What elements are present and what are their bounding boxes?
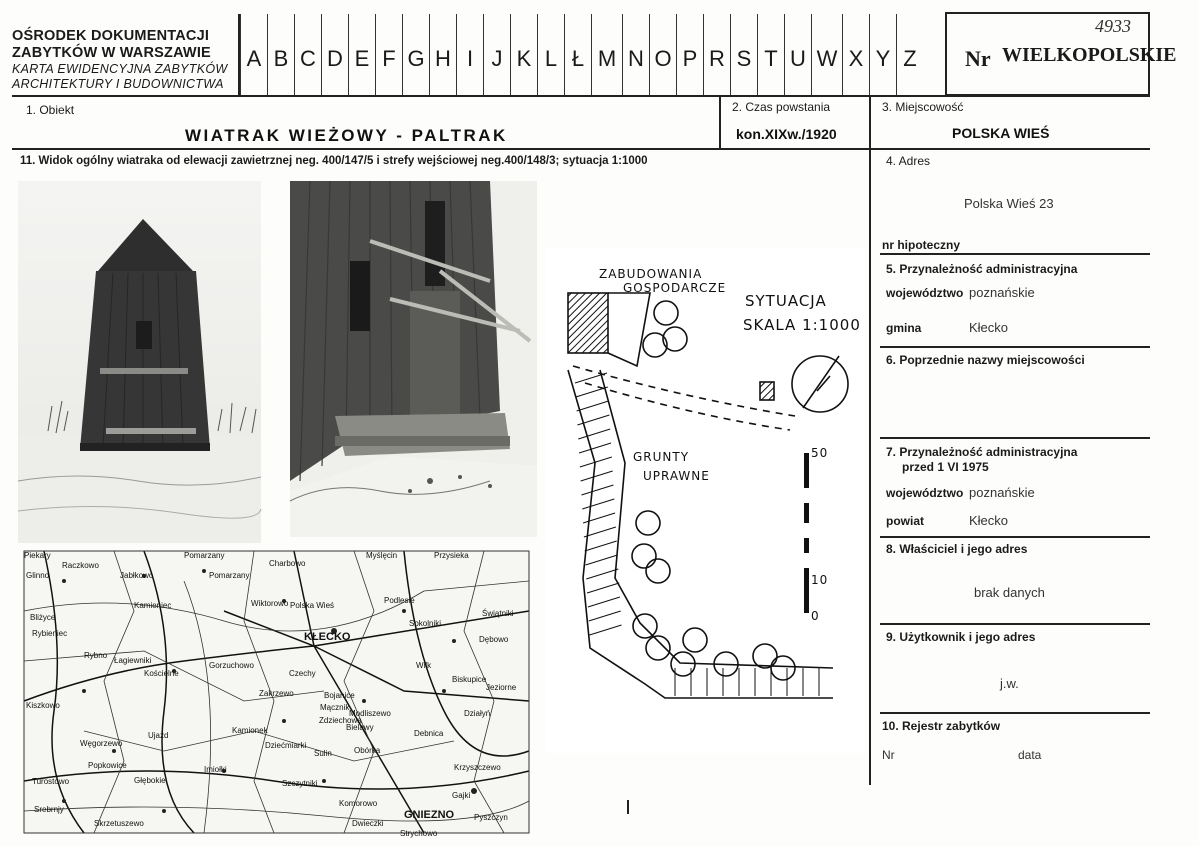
voivodeship-before-label: województwo — [886, 486, 964, 500]
map-place-label: Bielawy — [346, 723, 374, 732]
divider — [12, 148, 1150, 150]
map-place-label: Wiktorowo — [251, 599, 289, 608]
divider — [880, 712, 1150, 714]
map-place-label: Pomarzany — [209, 571, 250, 580]
situation-label-1: SYTUACJA — [745, 292, 827, 310]
voivodeship-value: poznańskie — [969, 285, 1035, 300]
voivodeship-label: województwo — [886, 286, 964, 300]
map-place-label: Wilk — [416, 661, 432, 670]
index-letter: K — [510, 14, 537, 96]
map-place-label: Ujazd — [148, 731, 169, 740]
address-value: Polska Wieś 23 — [964, 196, 1054, 211]
divider — [719, 95, 721, 148]
institution-line-1: OŚRODEK DOKUMENTACJI — [12, 28, 210, 44]
fields-label-2: UPRAWNE — [643, 469, 710, 483]
map-place-label: GNIEZNO — [404, 809, 455, 821]
index-letter: P — [676, 14, 703, 96]
photo-windmill-entrance — [290, 181, 537, 537]
creation-date-value: kon.XIXw./1920 — [736, 126, 837, 142]
situation-plan — [545, 248, 865, 753]
index-letter: R — [703, 14, 730, 96]
map-place-label: Pyszczyn — [474, 813, 508, 822]
photo-caption: 11. Widok ogólny wiatraka od elewacji zawietrznej neg. 400/147/5 i strefy wejściowej neg.400/148/3; sytuacja 1:1000 — [20, 155, 648, 167]
scale-bottom-label: 0 — [811, 609, 820, 623]
map-place-label: Węgorzewo — [80, 739, 123, 748]
map-place-label: Dwieczki — [352, 819, 384, 828]
object-label: 1. Obiekt — [26, 103, 75, 117]
register-label: 10. Rejestr zabytków — [882, 719, 1001, 733]
user-value: j.w. — [1000, 676, 1019, 691]
index-letter: J — [483, 14, 510, 96]
windmill-general-image — [18, 181, 261, 543]
register-nr-label: Nr — [882, 748, 895, 762]
voivodeship-before-value: poznańskie — [969, 485, 1035, 500]
admin-before-label: 7. Przynależność administracyjna — [886, 445, 1078, 459]
map-place-label: Zdziechowa — [319, 716, 362, 725]
object-name: WIATRAK WIEŻOWY - PALTRAK — [185, 126, 508, 145]
map-place-label: Myślęcin — [366, 551, 398, 560]
map-place-label: Polska Wieś — [290, 601, 335, 610]
scale-mid-label: 10 — [811, 573, 829, 587]
owner-label: 8. Właściciel i jego adres — [886, 542, 1028, 556]
map-place-label: Kościelne — [144, 669, 179, 678]
index-letter: I — [456, 14, 483, 96]
mortgage-label: nr hipoteczny — [882, 238, 961, 252]
map-place-label: Podlesie — [384, 596, 415, 605]
map-place-label: Srebrnjy — [34, 805, 64, 814]
divider — [12, 95, 1150, 97]
map-place-label: Raczkowo — [62, 561, 99, 570]
map-place-label: Świątniki — [482, 609, 514, 618]
index-letter: G — [402, 14, 429, 96]
map-place-label: KŁECKO — [304, 631, 351, 643]
map-place-label: Głębokie — [134, 776, 166, 785]
index-letter: O — [649, 14, 676, 96]
map-place-label: Modliszewo — [349, 709, 391, 718]
gmina-value: Kłecko — [969, 320, 1009, 335]
fields-label-1: GRUNTY — [633, 450, 690, 464]
user-label: 9. Użytkownik i jego adres — [886, 630, 1036, 644]
map-place-label: Dębowo — [479, 635, 509, 644]
map-place-label: Sokolniki — [409, 619, 442, 628]
creation-date-label: 2. Czas powstania — [732, 100, 831, 114]
index-letter: L — [537, 14, 564, 96]
region-label: WIELKOPOLSKIE — [1002, 44, 1177, 66]
index-letter: B — [267, 14, 294, 96]
index-letter: F — [375, 14, 402, 96]
index-letter: C — [294, 14, 321, 96]
map-place-label: Gorzuchowo — [209, 661, 254, 670]
map-place-label: Pomarzany — [184, 551, 225, 560]
map-place-label: Rybieniec — [32, 629, 68, 638]
map-place-label: Imiołki — [204, 765, 227, 774]
divider — [880, 623, 1150, 625]
map-place-label: Krzyszczewo — [454, 763, 501, 772]
map-place-label: Glinno — [26, 571, 50, 580]
admin-label: 5. Przynależność administracyjna — [886, 262, 1078, 276]
map-place-label: Biskupice — [452, 675, 487, 684]
index-letter: X — [842, 14, 869, 96]
map-place-label: Gajki — [452, 791, 471, 800]
previous-names-label: 6. Poprzednie nazwy miejscowości — [886, 353, 1085, 367]
photo-windmill-general — [18, 181, 261, 543]
card-type-line-2: ARCHITEKTURY I BUDOWNICTWA — [12, 77, 224, 91]
index-letter: T — [757, 14, 784, 96]
map-place-label: Przysieka — [434, 551, 469, 560]
locality-value: POLSKA WIEŚ — [952, 125, 1050, 141]
windmill-entrance-image — [290, 181, 537, 537]
map-place-label: Sulin — [314, 749, 332, 758]
admin-before-date: przed 1 VI 1975 — [902, 460, 989, 474]
map-place-label: Debnica — [414, 729, 444, 738]
index-letter: N — [622, 14, 649, 96]
map-place-label: Kamieniec — [134, 601, 172, 610]
map-place-label: Szczytniki — [282, 779, 318, 788]
map-place-label: Bliżyce — [30, 613, 56, 622]
index-letter: Y — [869, 14, 896, 96]
divider — [880, 253, 1150, 255]
address-label: 4. Adres — [886, 154, 931, 168]
map-place-label: Działyń — [464, 709, 491, 718]
institution-line-2: ZABYTKÓW W WARSZAWIE — [12, 45, 211, 61]
index-letter: M — [591, 14, 622, 96]
buildings-label-1: ZABUDOWANIA — [599, 267, 703, 281]
divider — [880, 437, 1150, 439]
location-map — [24, 551, 529, 838]
nr-label: Nr — [965, 46, 991, 71]
divider — [880, 536, 1150, 538]
map-place-label: Mącznik — [320, 703, 350, 712]
situation-sketch — [545, 248, 865, 753]
buildings-label-2: GOSPODARCZE — [623, 281, 727, 295]
card-type-line-1: KARTA EWIDENCYJNA ZABYTKÓW — [12, 62, 228, 76]
register-date-label: data — [1018, 748, 1042, 762]
map-place-label: Rybno — [84, 651, 108, 660]
gmina-label: gmina — [886, 321, 922, 335]
registry-number-box — [945, 12, 1177, 96]
map-place-label: Dziećmiarki — [265, 741, 307, 750]
index-letter: H — [429, 14, 456, 96]
index-letter: W — [811, 14, 842, 96]
index-letter: U — [784, 14, 811, 96]
index-letter: S — [730, 14, 757, 96]
county-value: Kłecko — [969, 513, 1009, 528]
bottom-mark — [627, 800, 629, 814]
map-place-label: Jeziorne — [486, 683, 517, 692]
index-letter: D — [321, 14, 348, 96]
map-place-label: Strychowo — [400, 829, 438, 838]
map-place-label: Kiszkowo — [26, 701, 60, 710]
map-place-label: Piekary — [24, 551, 51, 560]
index-letter: E — [348, 14, 375, 96]
index-letter: A — [240, 14, 267, 96]
map-place-label: Charbowo — [269, 559, 306, 568]
map-place-label: Czechy — [289, 669, 316, 678]
map-place-label: Obórka — [354, 746, 381, 755]
divider — [880, 346, 1150, 348]
scale-top-label: 50 — [811, 446, 829, 460]
owner-value: brak danych — [974, 585, 1045, 600]
divider — [869, 95, 871, 785]
institution-header — [12, 28, 237, 92]
map-place-label: Popkowice — [88, 761, 127, 770]
map-place-label: Zakrzewo — [259, 689, 294, 698]
alphabet-index — [240, 14, 945, 96]
map-place-label: Komorowo — [339, 799, 378, 808]
index-letter: Ł — [564, 14, 591, 96]
map-place-label: Skrzetuszewo — [94, 819, 144, 828]
locality-label: 3. Miejscowość — [882, 100, 964, 114]
county-label: powiat — [886, 514, 924, 528]
index-letter: Z — [896, 14, 923, 96]
map-place-label: Bojanice — [324, 691, 355, 700]
map-place-label: Łagiewniki — [114, 656, 152, 665]
map-place-label: Jabłkowo — [120, 571, 154, 580]
situation-label-2: SKALA 1:1000 — [743, 316, 861, 334]
handwritten-number: 4933 — [1095, 16, 1131, 36]
map-place-label: Kamionek — [232, 726, 268, 735]
map-place-label: Turostowo — [32, 777, 70, 786]
